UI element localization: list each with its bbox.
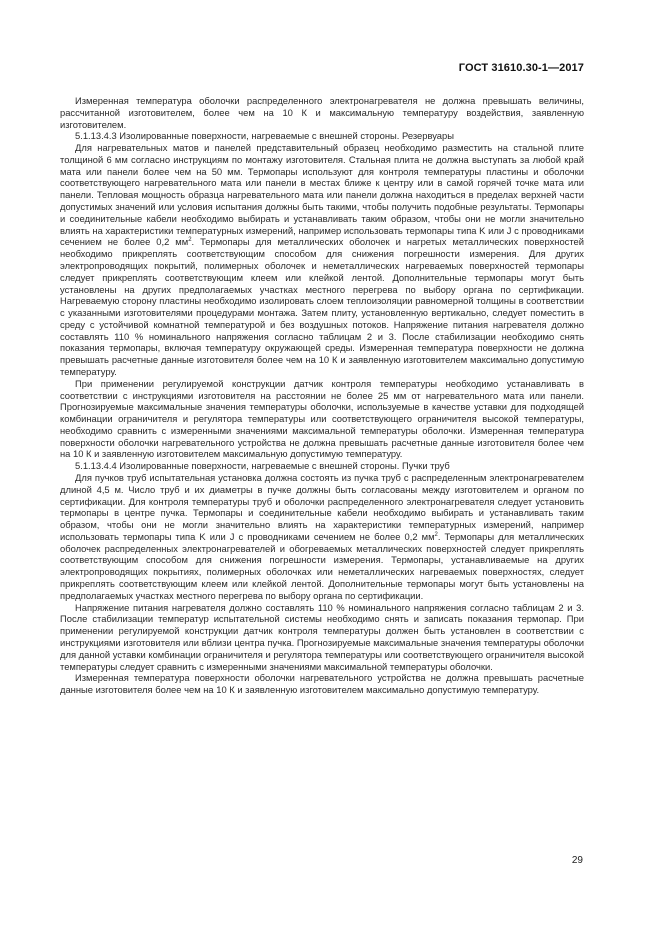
standard-designation: ГОСТ 31610.30-1—2017 [458, 62, 584, 74]
section-heading-5-1-13-4-4: 5.1.13.4.4 Изолированные поверхности, нагреваемые с внешней стороны. Пучки труб [75, 460, 450, 472]
paragraph-6: Для пучков труб испытательная установка должна состоять из пучка труб с распределенным электронагревателем длиной 4,5 м. Число труб и их диаметры в пучке должны быть согласованы между изготовителем и органом по сертификации. Для контроля температуры труб и оболочки распределенного электронагревателя следует установить термопары в центре пучка. Термопары и соединительные кабели необходимо выбирать и устанавливать таким образом, чтобы они не могли значительно влиять на характеристики температурных измерений, например использовать термопары типа K или J с проводниками сечением не более 0,2 $мм^2$. Термопары для металлических оболочек распределенных электронагревателей и обогреваемых металлических поверхностей следует прикреплять соответствующим способом для снижения погрешности измерения. Термопары, устанавливаемые на других электропроводящих покрытиях, полимерных оболочках или неметаллических нагреваемых поверхностях, следует прикреплять соответствующим клеем или клейкой лентой. Дополнительные термопары могут быть установлены на предполагаемых участках местного перегрева по выбору органа по сертификации. [60, 472, 584, 601]
paragraph-7: Напряжение питания нагревателя должно составлять 110 % номинального напряжения согласно таблицам 2 и 3. После стабилизации температур испытательной системы необходимо снять и записать показания термопар. При применении регулируемой конструкции датчик контроля температуры должен быть установлен в соответствии с инструкциями изготовителя или вблизи центра пучка. Прогнозируемые максимальные значения температуры оболочки для данной уставки комбинации ограничителя и регулятора температуры или соответствующего ограничителя высокой температуры следует сравнить с измеренными значениями максимальной температуры оболочки. [60, 601, 584, 672]
section-heading-5-1-13-4-3: 5.1.13.4.3 Изолированные поверхности, нагреваемые с внешней стороны. Резервуары [75, 130, 454, 142]
paragraph-8: Измеренная температура поверхности оболочки нагревательного устройства не должна превышать расчетные данные изготовителя более чем на 10 К и заявленную изготовителем максимально допустимую температуру. [60, 672, 584, 696]
body-text [60, 95, 584, 696]
page-number: 29 [571, 855, 583, 866]
paragraph-3: Для нагревательных матов и панелей представительный образец необходимо разместить на стальной плите толщиной 6 мм согласно инструкциям по монтажу изготовителя. Стальная плита не должна выступать за любой край мата или панели более чем на 50 мм. Термопары используют для контроля температуры пластины и оболочки соответствующего нагревательного мата или панели в местах ближе к центру или в самой горячей точке мата или панели. Тепловая мощность образца нагревательного мата или панели должна находиться в пределах верхней части допустимых значений или условия испытания должны быть такими, чтобы получить подобные результаты. Термопары и соединительные кабели необходимо выбирать и устанавливать таким образом, чтобы они не могли значительно влиять на характеристики температурных измерений, например использовать термопары типа K или J с проводниками сечением не более 0,2 $мм^2$. Термопары для металлических оболочек и нагретых металлических поверхностей необходимо прикреплять соответствующим способом для снижения погрешности измерения. Для других электропроводящих покрытий, полимерных оболочек и неметаллических нагреваемых поверхностей термопары следует прикреплять соответствующим клеем или клейкой лентой. Дополнительные термопары могут быть установлены на других предполагаемых участках местного перегрева по выбору органа по сертификации. Нагреваемую сторону пластины необходимо изолировать слоем теплоизоляции равномерной толщины в соответствии с указанными изготовителями процедурами монтажа. Затем плиту, установленную вертикально, следует поместить в среду с устойчивой комнатной температурой и без воздушных потоков. Напряжение питания нагревателя должно составлять 110 % номинального напряжения согласно таблицам 2 и 3. После стабилизации необходимо снять показания термопары, включая температуру окружающей среды. Измеренная температура поверхности не должна превышать расчетные данные изготовителя более чем на 10 К и заявленную изготовителем максимально допустимую температуру. [60, 142, 584, 377]
paragraph-1: Измеренная температура оболочки распределенного электронагревателя не должна превышать величины, рассчитанной изготовителем, более чем на 10 К и максимальную температуру воздействия, заявленную изготовителем. [60, 95, 584, 130]
paragraph-4: При применении регулируемой конструкции датчик контроля температуры необходимо устанавливать в соответствии с инструкциями изготовителя на расстоянии не более 25 мм от нагревательного мата или панели. Прогнозируемые максимальные значения температуры оболочки, используемые в качестве уставки для подходящей комбинации ограничителя и регулятора температуры или соответствующего ограничителя высокой температуры, необходимо сравнить с измеренными значениями максимальной температуры оболочки. Измеренная температура поверхности оболочки нагревательного устройства не должна превышать расчетные данные изготовителя более чем на 10 К и заявленную изготовителем максимальную допустимую температуру. [60, 377, 584, 460]
